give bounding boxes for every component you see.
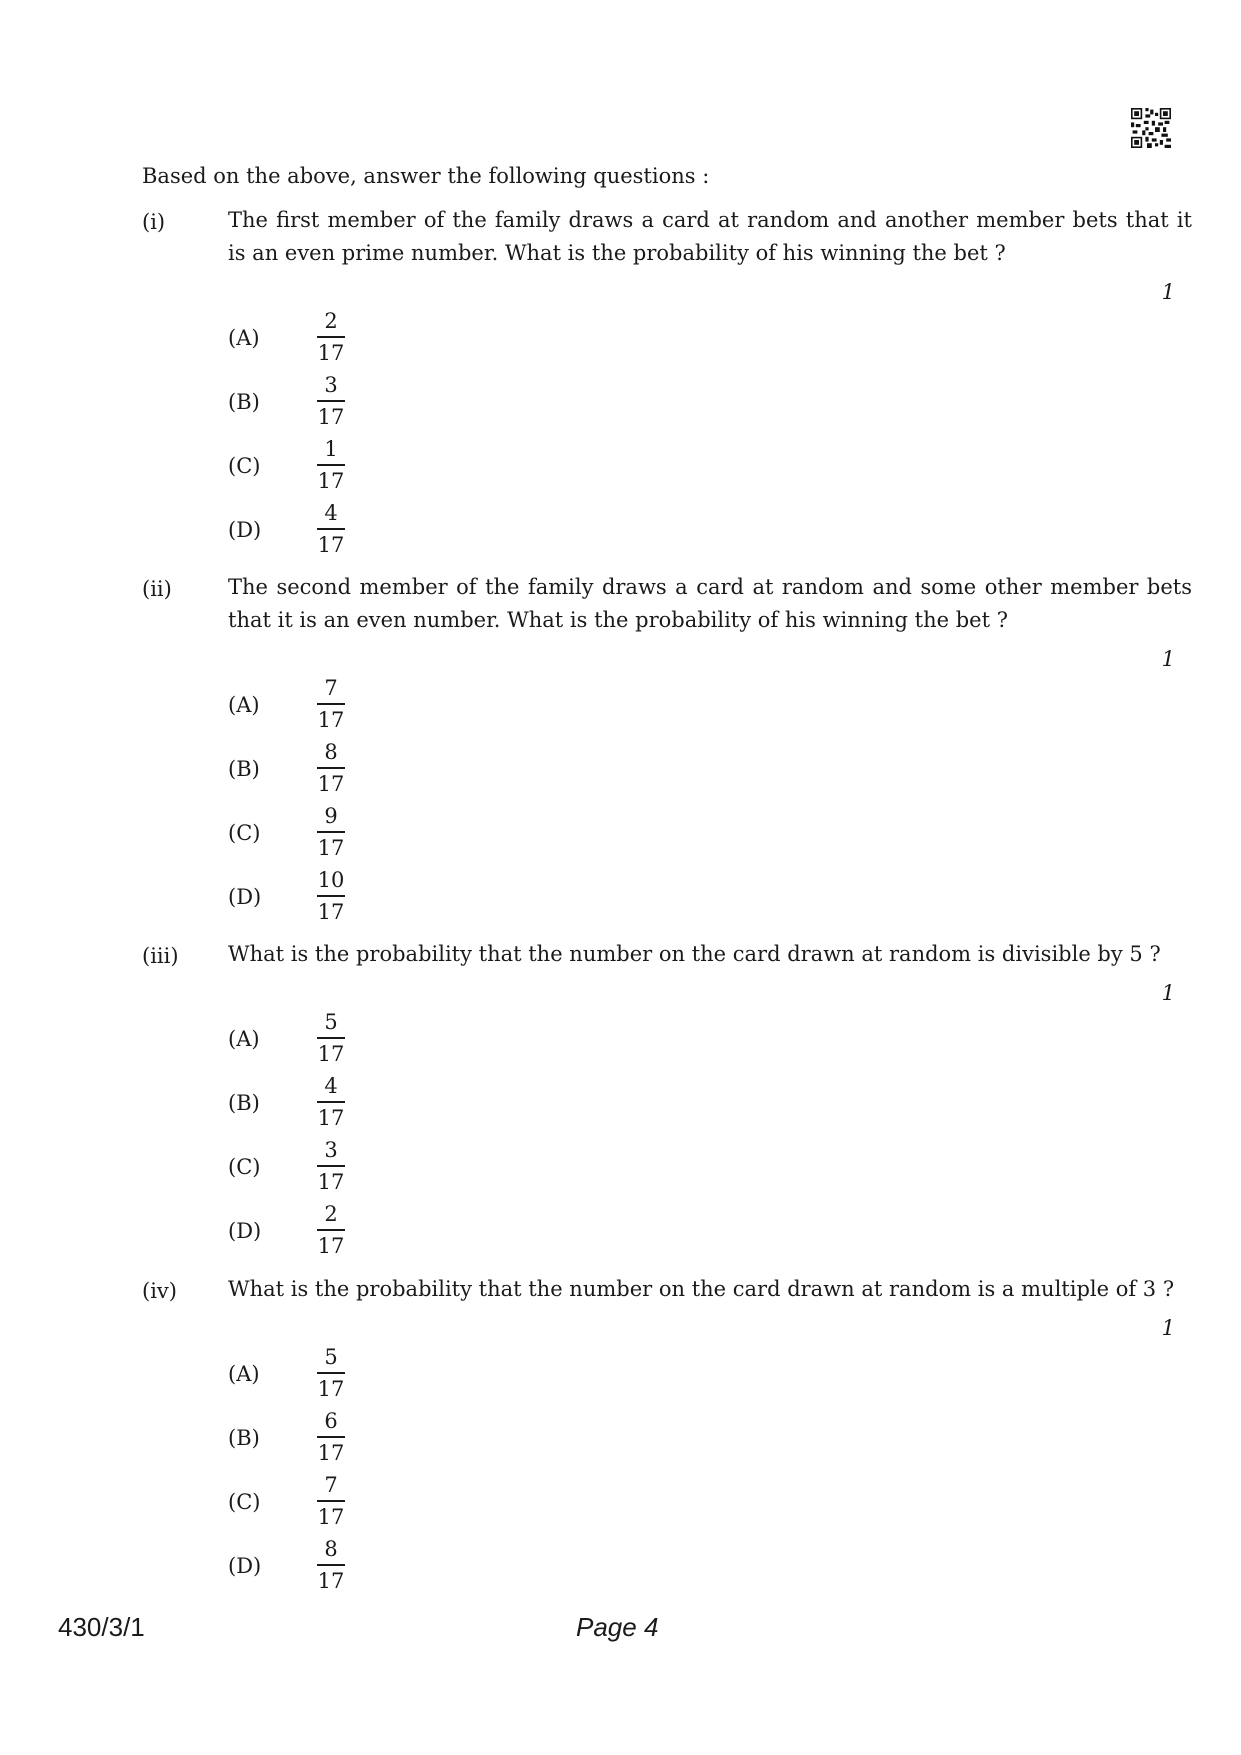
option-c bbox=[228, 1470, 428, 1534]
numerator: 8 bbox=[324, 740, 338, 764]
numerator: 7 bbox=[324, 1473, 338, 1497]
option-label: (A) bbox=[228, 1027, 260, 1051]
option-label: (B) bbox=[228, 1091, 260, 1115]
option-label: (B) bbox=[228, 1426, 260, 1450]
numerator: 5 bbox=[324, 1010, 338, 1034]
denominator: 17 bbox=[317, 1376, 345, 1401]
denominator: 17 bbox=[317, 899, 345, 924]
fraction bbox=[316, 865, 346, 927]
fraction bbox=[316, 1470, 346, 1532]
denominator: 17 bbox=[317, 835, 345, 860]
fraction bbox=[316, 1135, 346, 1197]
numerator: 7 bbox=[324, 676, 338, 700]
numerator: 2 bbox=[324, 1202, 338, 1226]
qr-code-icon bbox=[1131, 108, 1171, 148]
numerator: 1 bbox=[324, 437, 338, 461]
question-text: The first member of the family draws a card at random and another member bets that it is an even prime number. What is the probability of his winning the bet ? bbox=[228, 208, 1192, 265]
denominator: 17 bbox=[317, 1041, 345, 1066]
denominator: 17 bbox=[317, 1504, 345, 1529]
fraction bbox=[316, 1071, 346, 1133]
option-c bbox=[228, 434, 428, 498]
denominator: 17 bbox=[317, 404, 345, 429]
option-b bbox=[228, 1406, 428, 1470]
numerator: 3 bbox=[324, 1138, 338, 1162]
denominator: 17 bbox=[317, 1233, 345, 1258]
option-label: (C) bbox=[228, 1490, 261, 1514]
option-label: (C) bbox=[228, 1155, 261, 1179]
numerator: 8 bbox=[324, 1537, 338, 1561]
denominator: 17 bbox=[317, 532, 345, 557]
question-marks: 1 bbox=[1161, 1316, 1175, 1340]
option-a bbox=[228, 673, 428, 737]
fraction bbox=[316, 434, 346, 496]
fraction bbox=[316, 1007, 346, 1069]
denominator: 17 bbox=[317, 1568, 345, 1593]
fraction bbox=[316, 306, 346, 368]
option-a bbox=[228, 1007, 428, 1071]
question-number: (iii) bbox=[142, 944, 179, 968]
option-label: (D) bbox=[228, 885, 262, 909]
option-label: (C) bbox=[228, 821, 261, 845]
option-label: (A) bbox=[228, 1362, 260, 1386]
numerator: 10 bbox=[317, 868, 345, 892]
question-number: (i) bbox=[142, 210, 166, 234]
numerator: 4 bbox=[324, 1074, 338, 1098]
fraction bbox=[316, 1199, 346, 1261]
numerator: 3 bbox=[324, 373, 338, 397]
intro-text: Based on the above, answer the following questions : bbox=[142, 164, 710, 188]
option-label: (C) bbox=[228, 454, 261, 478]
question-marks: 1 bbox=[1161, 280, 1175, 304]
question-text: The second member of the family draws a card at random and some other member bets that it is an even number. What is the probability of his winning the bet ? bbox=[228, 575, 1192, 632]
numerator: 2 bbox=[324, 309, 338, 333]
denominator: 17 bbox=[317, 1440, 345, 1465]
option-label: (D) bbox=[228, 518, 262, 542]
page-number: Page 4 bbox=[576, 1612, 659, 1642]
question-marks: 1 bbox=[1161, 981, 1175, 1005]
option-d bbox=[228, 1534, 428, 1598]
question-text: What is the probability that the number on the card drawn at random is a multiple of 3 ? bbox=[228, 1277, 1175, 1301]
denominator: 17 bbox=[317, 771, 345, 796]
option-label: (B) bbox=[228, 757, 260, 781]
denominator: 17 bbox=[317, 468, 345, 493]
question-number: (iv) bbox=[142, 1279, 177, 1303]
question-number: (ii) bbox=[142, 577, 172, 601]
denominator: 17 bbox=[317, 707, 345, 732]
numerator: 4 bbox=[324, 501, 338, 525]
option-b bbox=[228, 370, 428, 434]
fraction bbox=[316, 370, 346, 432]
option-c bbox=[228, 801, 428, 865]
denominator: 17 bbox=[317, 1105, 345, 1130]
option-b bbox=[228, 1071, 428, 1135]
paper-code: 430/3/1 bbox=[58, 1612, 145, 1642]
fraction bbox=[316, 1342, 346, 1404]
fraction bbox=[316, 498, 346, 560]
fraction bbox=[316, 673, 346, 735]
fraction bbox=[316, 737, 346, 799]
option-label: (D) bbox=[228, 1554, 262, 1578]
option-label: (D) bbox=[228, 1219, 262, 1243]
option-label: (A) bbox=[228, 326, 260, 350]
option-a bbox=[228, 1342, 428, 1406]
option-a bbox=[228, 306, 428, 370]
question-marks: 1 bbox=[1161, 647, 1175, 671]
option-c bbox=[228, 1135, 428, 1199]
option-d bbox=[228, 1199, 428, 1263]
denominator: 17 bbox=[317, 1169, 345, 1194]
denominator: 17 bbox=[317, 340, 345, 365]
option-d bbox=[228, 865, 428, 929]
fraction bbox=[316, 801, 346, 863]
numerator: 9 bbox=[324, 804, 338, 828]
option-label: (A) bbox=[228, 693, 260, 717]
option-b bbox=[228, 737, 428, 801]
question-text: What is the probability that the number on the card drawn at random is divisible by 5 ? bbox=[228, 942, 1161, 966]
option-d bbox=[228, 498, 428, 562]
option-label: (B) bbox=[228, 390, 260, 414]
fraction bbox=[316, 1534, 346, 1596]
numerator: 6 bbox=[324, 1409, 338, 1433]
numerator: 5 bbox=[324, 1345, 338, 1369]
fraction bbox=[316, 1406, 346, 1468]
